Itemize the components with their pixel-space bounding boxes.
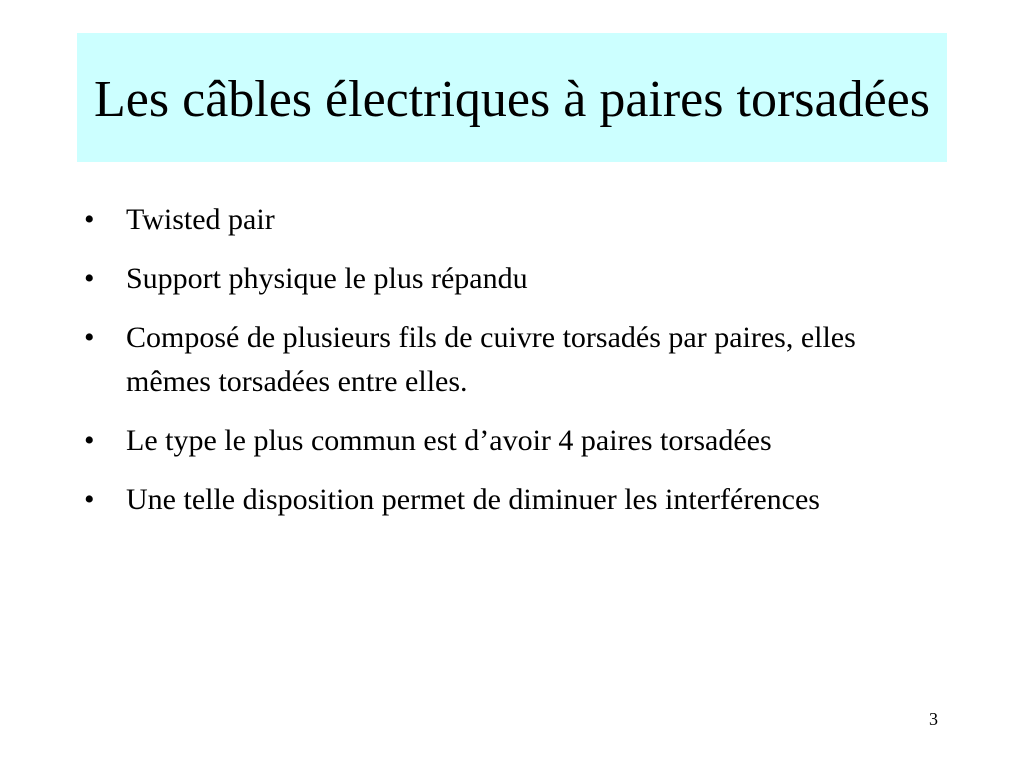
bullet-text: Twisted pair bbox=[126, 203, 275, 236]
page-number: 3 bbox=[929, 709, 938, 729]
bullet-item bbox=[84, 419, 944, 463]
bullet-icon: • bbox=[84, 262, 95, 295]
bullet-text: Support physique le plus répandu bbox=[126, 262, 528, 295]
bullet-list bbox=[84, 198, 944, 537]
bullet-text: Le type le plus commun est d’avoir 4 paires torsadées bbox=[126, 424, 772, 457]
bullet-item bbox=[84, 316, 944, 404]
bullet-text: Une telle disposition permet de diminuer les interférences bbox=[126, 483, 820, 516]
bullet-item bbox=[84, 198, 944, 242]
bullet-icon: • bbox=[84, 321, 95, 354]
bullet-item bbox=[84, 257, 944, 301]
bullet-item bbox=[84, 478, 944, 522]
slide-title: Les câbles électriques à paires torsadées bbox=[94, 70, 930, 128]
bullet-icon: • bbox=[84, 483, 95, 516]
title-box bbox=[77, 33, 947, 162]
bullet-text: Composé de plusieurs fils de cuivre torsadés par paires, elles mêmes torsadées entre elles. bbox=[126, 321, 856, 398]
bullet-icon: • bbox=[84, 203, 95, 236]
bullet-icon: • bbox=[84, 424, 95, 457]
